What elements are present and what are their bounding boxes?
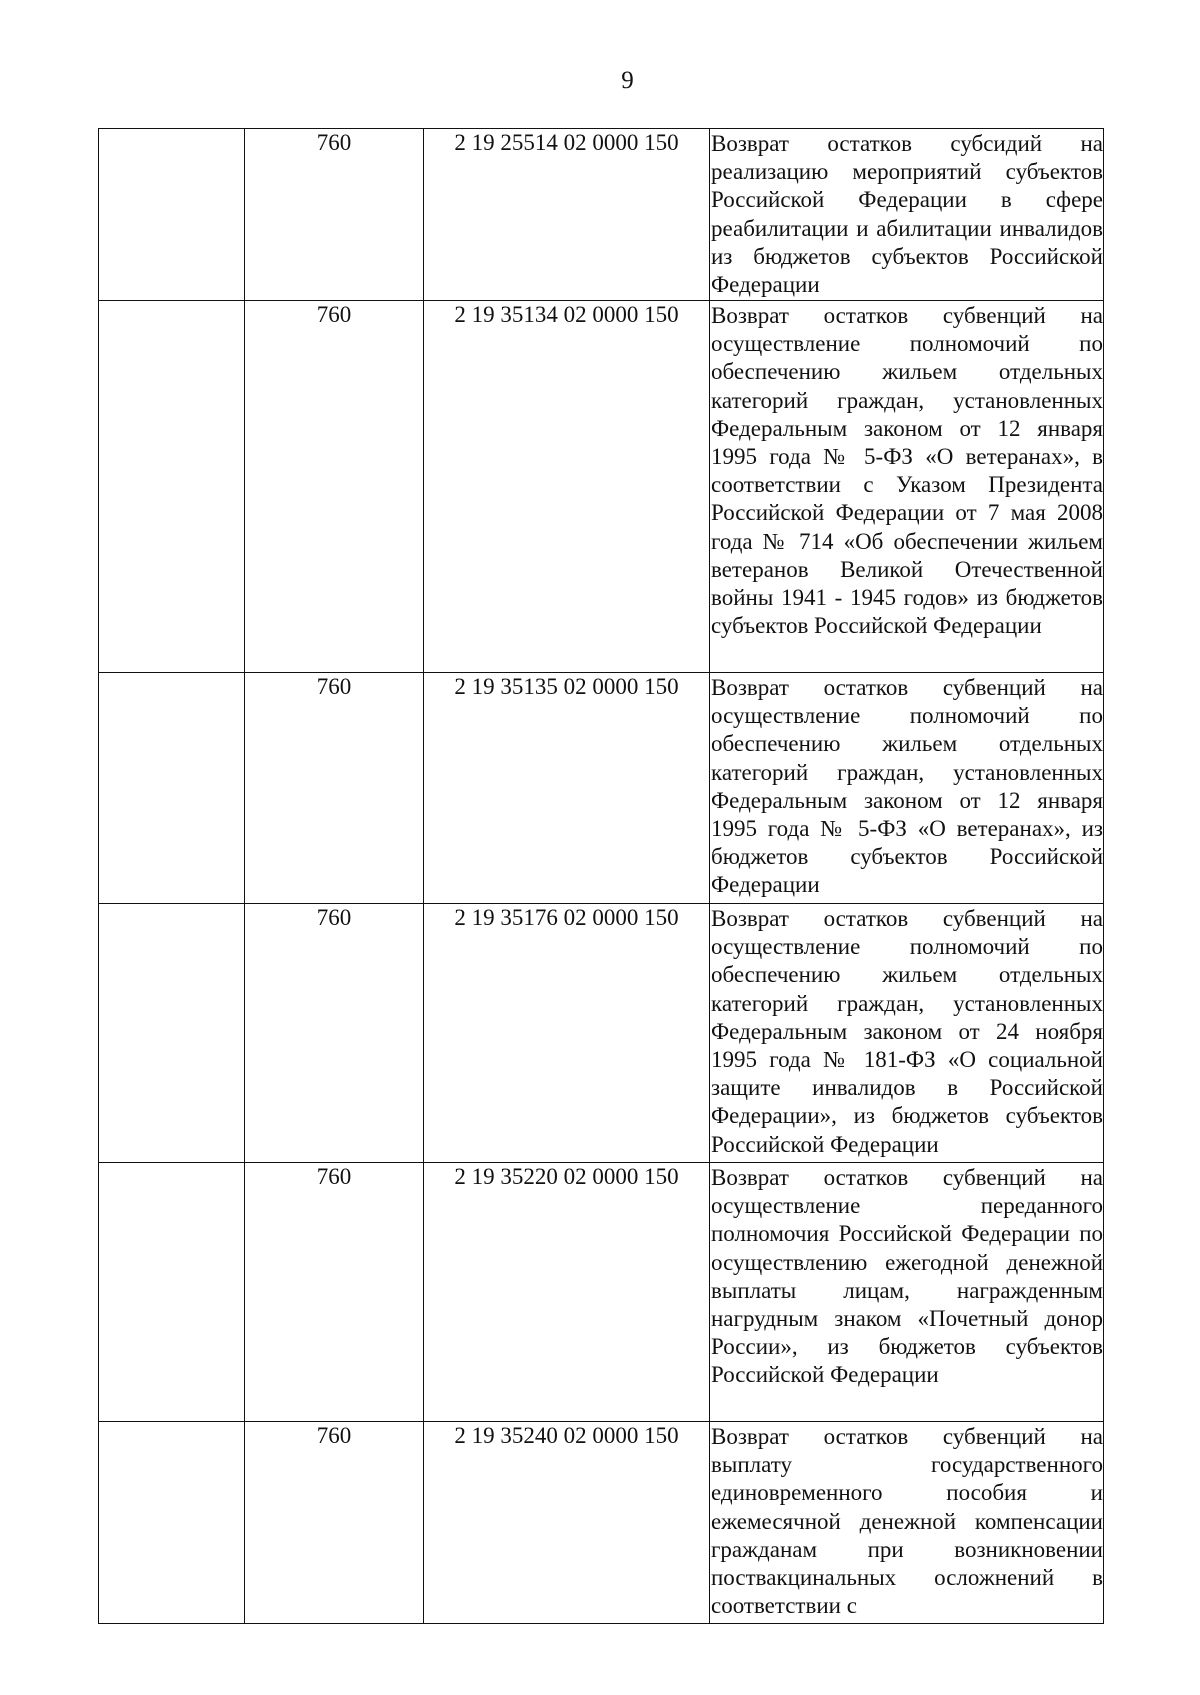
admin-code-cell: 760	[245, 301, 424, 673]
description-text: Возврат остатков субвенций на осуществление полномочий по обеспечению жильем отдельных категорий граждан, установленных Федеральным законом от 24 ноября 1995 года № 181-ФЗ «О социальной защите инвалидов в Российской Федерации», из бюджетов субъектов Российской Федерации	[711, 906, 1103, 1157]
budget-code-cell: 2 19 35240 02 0000 150	[424, 1422, 710, 1624]
blank-cell	[99, 1422, 245, 1624]
blank-cell	[99, 301, 245, 673]
table-row	[99, 1422, 1104, 1624]
description-text: Возврат остатков субсидий на реализацию мероприятий субъектов Российской Федерации в сфере реабилитации и абилитации инвалидов из бюджетов субъектов Российской Федерации	[711, 131, 1103, 298]
budget-code-cell: 2 19 35135 02 0000 150	[424, 673, 710, 904]
description-cell	[710, 904, 1104, 1163]
admin-code-cell: 760	[245, 129, 424, 301]
admin-code-cell: 760	[245, 1422, 424, 1624]
description-text: Возврат остатков субвенций на выплату государственного единовременного пособия и ежемесячной денежной компенсации гражданам при возникновении поствакцинальных осложнений в соответствии с	[711, 1424, 1103, 1619]
table-row	[99, 1163, 1104, 1422]
table-row	[99, 673, 1104, 904]
description-text: Возврат остатков субвенций на осуществление полномочий по обеспечению жильем отдельных категорий граждан, установленных Федеральным законом от 12 января 1995 года № 5-ФЗ «О ветеранах», в соответствии с Указом Президента Российской Федерации от 7 мая 2008 года № 714 «Об обеспечении жильем ветеранов Великой Отечественной войны 1941 - 1945 годов» из бюджетов субъектов Российской Федерации	[711, 303, 1103, 639]
budget-code-cell: 2 19 35176 02 0000 150	[424, 904, 710, 1163]
budget-code-cell: 2 19 35220 02 0000 150	[424, 1163, 710, 1422]
budget-code-cell: 2 19 25514 02 0000 150	[424, 129, 710, 301]
description-cell	[710, 1163, 1104, 1422]
blank-cell	[99, 904, 245, 1163]
description-cell	[710, 1422, 1104, 1624]
admin-code-cell: 760	[245, 673, 424, 904]
description-text: Возврат остатков субвенций на осуществление переданного полномочия Российской Федерации по осуществлению ежегодной денежной выплаты лицам, награжденным нагрудным знаком «Почетный донор России», из бюджетов субъектов Российской Федерации	[711, 1165, 1103, 1388]
description-text: Возврат остатков субвенций на осуществление полномочий по обеспечению жильем отдельных категорий граждан, установленных Федеральным законом от 12 января 1995 года № 5-ФЗ «О ветеранах», из бюджетов субъектов Российской Федерации	[711, 675, 1103, 898]
admin-code-cell: 760	[245, 904, 424, 1163]
table-row	[99, 904, 1104, 1163]
blank-cell	[99, 1163, 245, 1422]
budget-code-cell: 2 19 35134 02 0000 150	[424, 301, 710, 673]
description-cell	[710, 129, 1104, 301]
description-cell	[710, 673, 1104, 904]
page-number: 9	[621, 67, 634, 94]
admin-code-cell: 760	[245, 1163, 424, 1422]
blank-cell	[99, 129, 245, 301]
budget-classification-table	[98, 128, 1104, 1624]
description-cell	[710, 301, 1104, 673]
blank-cell	[99, 673, 245, 904]
table-row	[99, 129, 1104, 301]
table-row	[99, 301, 1104, 673]
